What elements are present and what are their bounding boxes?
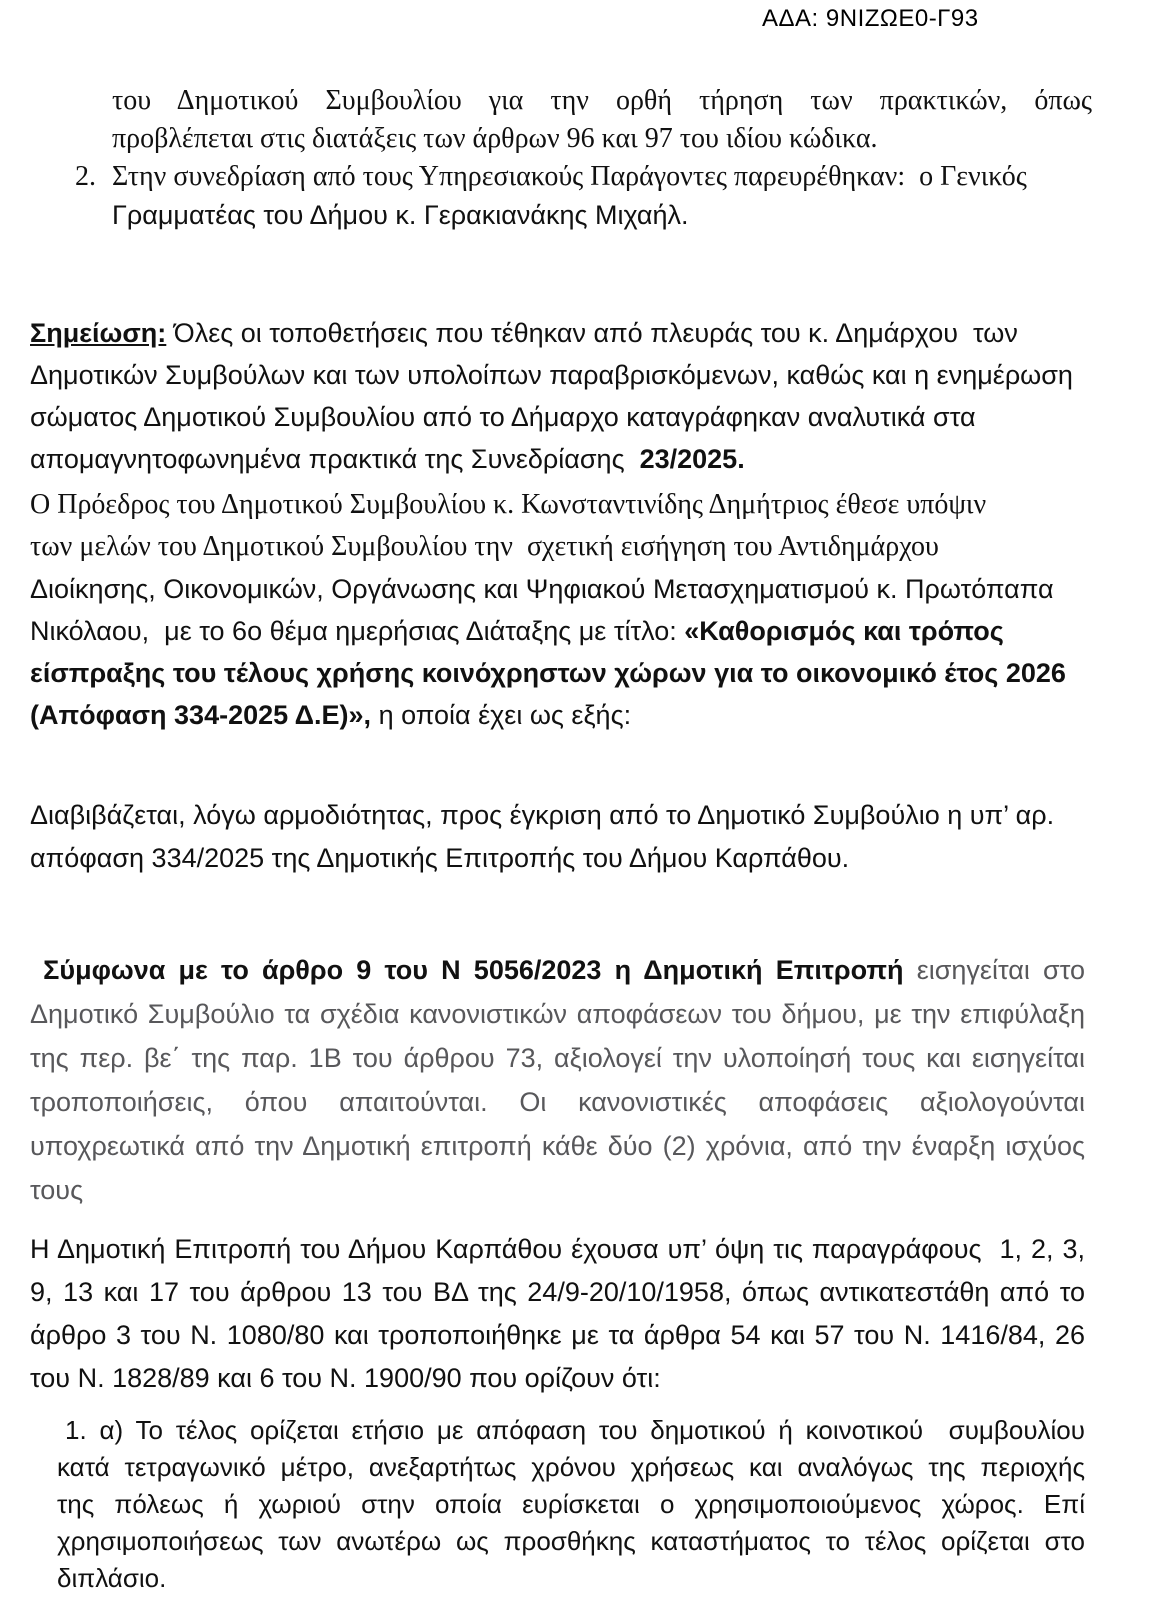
paragraph-proedros-line-2	[30, 526, 1092, 568]
text-segment: διπλάσιο.	[57, 1563, 167, 1593]
paragraph-arthro9-line-4	[30, 1080, 1085, 1124]
paragraph-arthro9-line-2	[30, 992, 1085, 1036]
text-segment: σώματος Δημοτικού Συμβουλίου από το Δήμαρχο καταγράφηκαν αναλυτικά στα	[30, 402, 976, 432]
paragraph-arthro9-line-5	[30, 1124, 1085, 1168]
paragraph-telos-orizetai-line-1	[57, 1412, 1085, 1449]
text-segment: Νικόλαου, με το 6ο θέμα ημερήσιας Διάταξης με τίτλο:	[30, 616, 685, 646]
paragraph-proedros-line-4	[30, 610, 1092, 652]
paragraph-diabibazetai	[30, 794, 1092, 880]
paragraph-proedros-line-3	[30, 568, 1092, 610]
text-segment: Σύμφωνα με το άρθρο 9 του Ν 5056/2023 η Δημοτική Επιτροπή	[30, 955, 904, 985]
list-item-2	[75, 158, 1092, 234]
text-segment: (Απόφαση 334-2025 Δ.Ε)»,	[30, 700, 372, 730]
text-segment: του Ν. 1828/89 και 6 του Ν. 1900/90 που ορίζουν ότι:	[30, 1363, 661, 1393]
text-segment: τροποποιήσεις, όπου απαιτούνται. Οι κανονιστικές αποφάσεις αξιολογούνται	[30, 1087, 1085, 1117]
ada-code: ΑΔΑ: 9ΝΙΖΩΕ0-Γ93	[762, 5, 979, 32]
paragraph-proedros	[30, 484, 1092, 736]
text-segment: απόφαση 334/2025 της Δημοτικής Επιτροπής του Δήμου Καρπάθου.	[30, 843, 850, 873]
text-segment: της πόλεως ή χωριού στην οποία ευρίσκεται ο χρησιμοποιούμενος χώρος. Επί	[57, 1489, 1085, 1519]
paragraph-simeiosi-line-4	[30, 438, 1092, 480]
text-segment: 1. α) Το τέλος ορίζεται ετήσιο με απόφαση του δημοτικού ή κοινοτικού συμβουλίου	[65, 1415, 1085, 1445]
paragraph-simeiosi-line-1	[30, 312, 1092, 354]
text-segment: υποχρεωτικά από την Δημοτική επιτροπή κάθε δύο (2) χρόνια, από την έναρξη ισχύος	[30, 1131, 1085, 1161]
paragraph-telos-orizetai-line-5	[57, 1560, 1085, 1597]
paragraph-proedros-line-6	[30, 694, 1092, 736]
text-segment: Στην συνεδρίαση από τους Υπηρεσιακούς Παράγοντες παρευρέθηκαν: ο Γενικός	[112, 161, 1027, 192]
text-segment: των μελών του Δημοτικού Συμβουλίου την σχετική εισήγηση του Αντιδημάρχου	[30, 531, 939, 562]
paragraph-arthro9	[30, 948, 1085, 1212]
text-segment: απομαγνητοφωνημένα πρακτικά της Συνεδρίασης	[30, 444, 640, 474]
text-segment: 9, 13 και 17 του άρθρου 13 του ΒΔ της 24/9-20/10/1958, όπως αντικατεστάθη από το	[30, 1277, 1085, 1307]
list-item-2-line-2	[112, 196, 1092, 234]
paragraph-telos-orizetai	[57, 1412, 1085, 1597]
paragraph-arthro9-line-6	[30, 1168, 1085, 1212]
text-segment: τους	[30, 1175, 84, 1205]
paragraph-dimotiki-epitropi-line-1	[30, 1228, 1085, 1271]
text-segment: 23/2025.	[639, 444, 745, 474]
text-segment: είσπραξης του τέλους χρήσης κοινόχρηστων χώρων για το οικονομικό έτος 2026	[30, 658, 1066, 688]
text-segment: Δημοτικών Συμβούλων και των υπολοίπων παραβρισκόμενων, καθώς και η ενημέρωση	[30, 360, 1073, 390]
paragraph-dimotiki-epitropi-line-2	[30, 1271, 1085, 1314]
paragraph-diabibazetai-line-2	[30, 837, 1092, 880]
paragraph-dimotiki-epitropi	[30, 1228, 1085, 1400]
text-segment: προβλέπεται στις διατάξεις των άρθρων 96 και 97 του ιδίου κώδικα.	[112, 123, 878, 154]
paragraph-dimotiki-epitropi-line-4	[30, 1357, 1085, 1400]
paragraph-telos-orizetai-line-3	[57, 1486, 1085, 1523]
text-segment: εισηγείται στο	[903, 955, 1085, 985]
text-segment: χρησιμοποιήσεως των ανωτέρω ως προσθήκης καταστήματος το τέλος ορίζεται στο	[57, 1526, 1085, 1556]
paragraph-proedros-line-1	[30, 484, 1092, 526]
text-segment: η οποία έχει ως εξής:	[371, 700, 632, 730]
paragraph-simeiosi	[30, 312, 1092, 480]
text-segment: του Δημοτικού Συμβουλίου για την ορθή τήρηση των πρακτικών, όπως	[112, 85, 1092, 116]
text-segment: «Καθορισμός και τρόπος	[684, 616, 1004, 646]
text-segment: Η Δημοτική Επιτροπή του Δήμου Καρπάθου έχουσα υπ’ όψη τις παραγράφους 1, 2, 3,	[30, 1234, 1085, 1264]
paragraph-diabibazetai-line-1	[30, 794, 1092, 837]
text-segment: Διαβιβάζεται, λόγω αρμοδιότητας, προς έγκριση από το Δημοτικό Συμβούλιο η υπ’ αρ.	[30, 800, 1055, 830]
paragraph-practika-line-2	[112, 120, 1092, 158]
text-segment: Όλες οι τοποθετήσεις που τέθηκαν από πλευράς του κ. Δημάρχου των	[166, 318, 1018, 348]
text-segment: άρθρο 3 του Ν. 1080/80 και τροποποιήθηκε με τα άρθρα 54 και 57 του Ν. 1416/84, 26	[30, 1320, 1085, 1350]
text-segment: Γραμματέας του Δήμου κ. Γερακιανάκης Μιχαήλ.	[112, 200, 689, 230]
paragraph-telos-orizetai-line-4	[57, 1523, 1085, 1560]
paragraph-dimotiki-epitropi-line-3	[30, 1314, 1085, 1357]
text-segment: Διοίκησης, Οικονομικών, Οργάνωσης και Ψηφιακού Μετασχηματισμού κ. Πρωτόπαπα	[30, 574, 1054, 604]
text-segment: Σημείωση:	[30, 318, 167, 348]
text-segment: Ο Πρόεδρος του Δημοτικού Συμβουλίου κ. Κωνσταντινίδης Δημήτριος έθεσε υπόψιν	[30, 489, 987, 520]
paragraph-arthro9-line-1	[30, 948, 1085, 992]
text-segment: Δημοτικό Συμβούλιο τα σχέδια κανονιστικών αποφάσεων του δήμου, με την επιφύλαξη	[30, 999, 1085, 1029]
paragraph-simeiosi-line-3	[30, 396, 1092, 438]
paragraph-arthro9-line-3	[30, 1036, 1085, 1080]
list-item-2-line-1	[112, 158, 1092, 196]
paragraph-telos-orizetai-line-2	[57, 1449, 1085, 1486]
paragraph-simeiosi-line-2	[30, 354, 1092, 396]
paragraph-practika	[112, 82, 1092, 158]
paragraph-practika-line-1	[112, 82, 1092, 120]
paragraph-proedros-line-5	[30, 652, 1092, 694]
text-segment: κατά τετραγωνικό μέτρο, ανεξαρτήτως χρόνου χρήσεως και αναλόγως της περιοχής	[57, 1452, 1085, 1482]
text-segment: της περ. βε΄ της παρ. 1Β του άρθρου 73, αξιολογεί την υλοποίησή τους και εισηγείται	[30, 1043, 1085, 1073]
list-item-2-marker: 2.	[75, 161, 96, 192]
